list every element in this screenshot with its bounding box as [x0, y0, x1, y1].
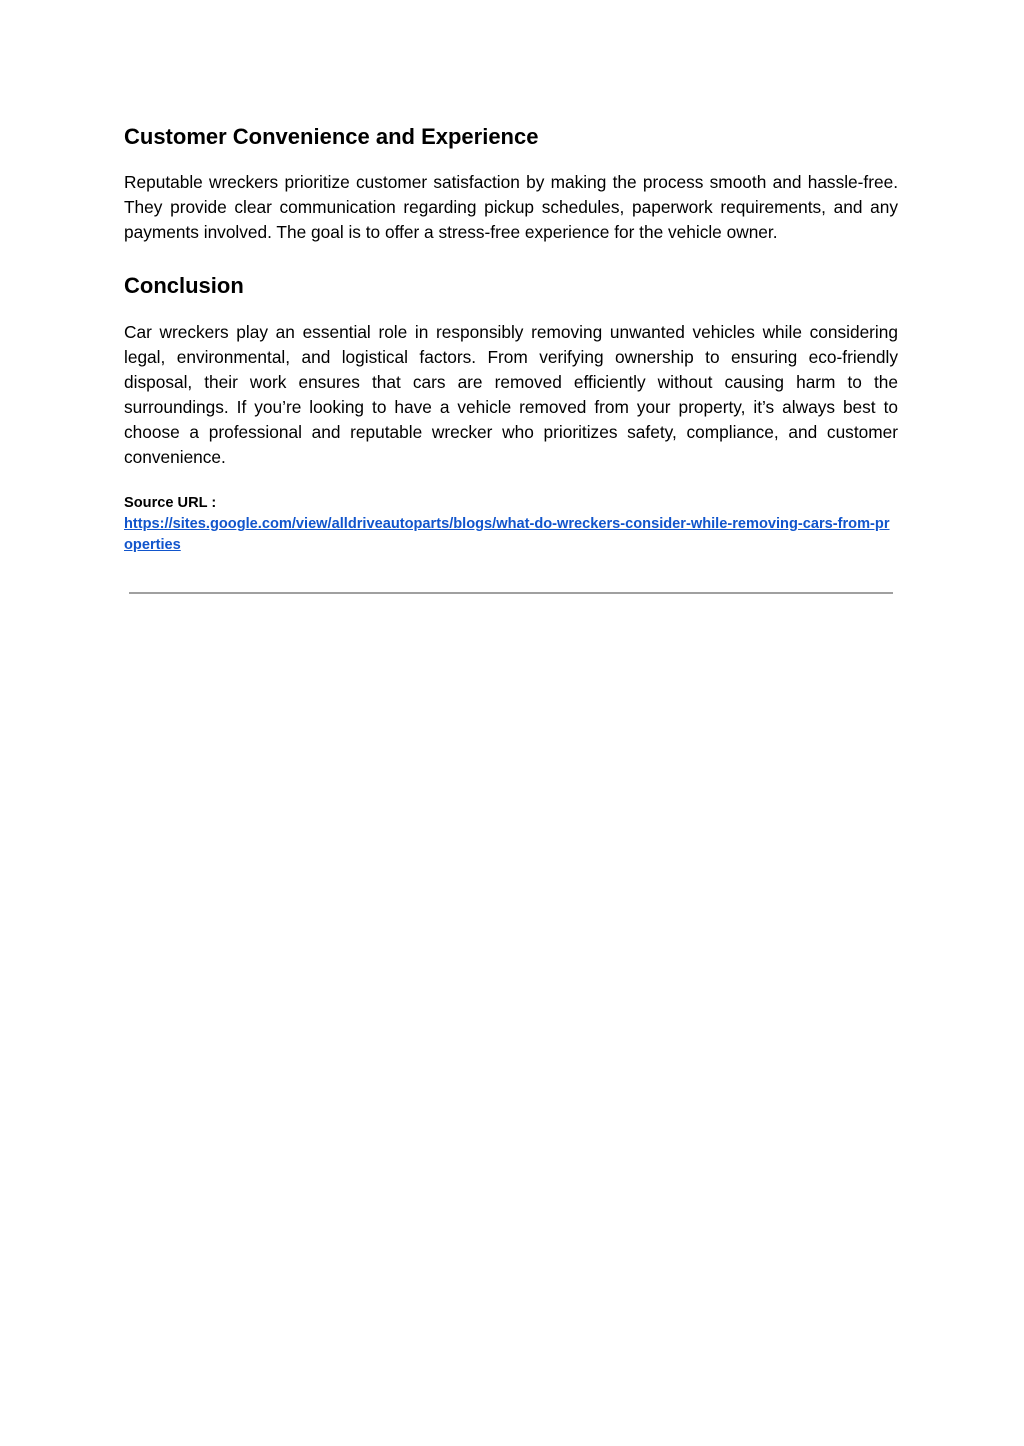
source-label: Source URL :: [124, 495, 217, 511]
horizontal-divider: [129, 592, 893, 594]
section-heading-customer-convenience: Customer Convenience and Experience: [124, 124, 539, 149]
section-paragraph-conclusion: Car wreckers play an essential role in responsibly removing unwanted vehicles while considering legal, environmental, and logistical factors. From verifying ownership to ensuring eco-friendly disposal, their work ensures that cars are removed efficiently without causing harm to the surroundings. If you’re looking to have a vehicle removed from your property, it’s always best to choose a professional and reputable wrecker who prioritizes safety, compliance, and customer convenience.: [124, 322, 898, 467]
source-url-link[interactable]: https://sites.google.com/view/alldriveautoparts/blogs/what-do-wreckers-consider-while-removing-cars-from-properties: [124, 516, 890, 553]
section-paragraph-customer-convenience: Reputable wreckers prioritize customer satisfaction by making the process smooth and hassle-free. They provide clear communication regarding pickup schedules, paperwork requirements, and any payments involved. The goal is to offer a stress-free experience for the vehicle owner.: [124, 172, 898, 242]
section-heading-conclusion: Conclusion: [124, 273, 244, 298]
document-page: [124, 122, 898, 556]
source-block: [124, 493, 898, 556]
